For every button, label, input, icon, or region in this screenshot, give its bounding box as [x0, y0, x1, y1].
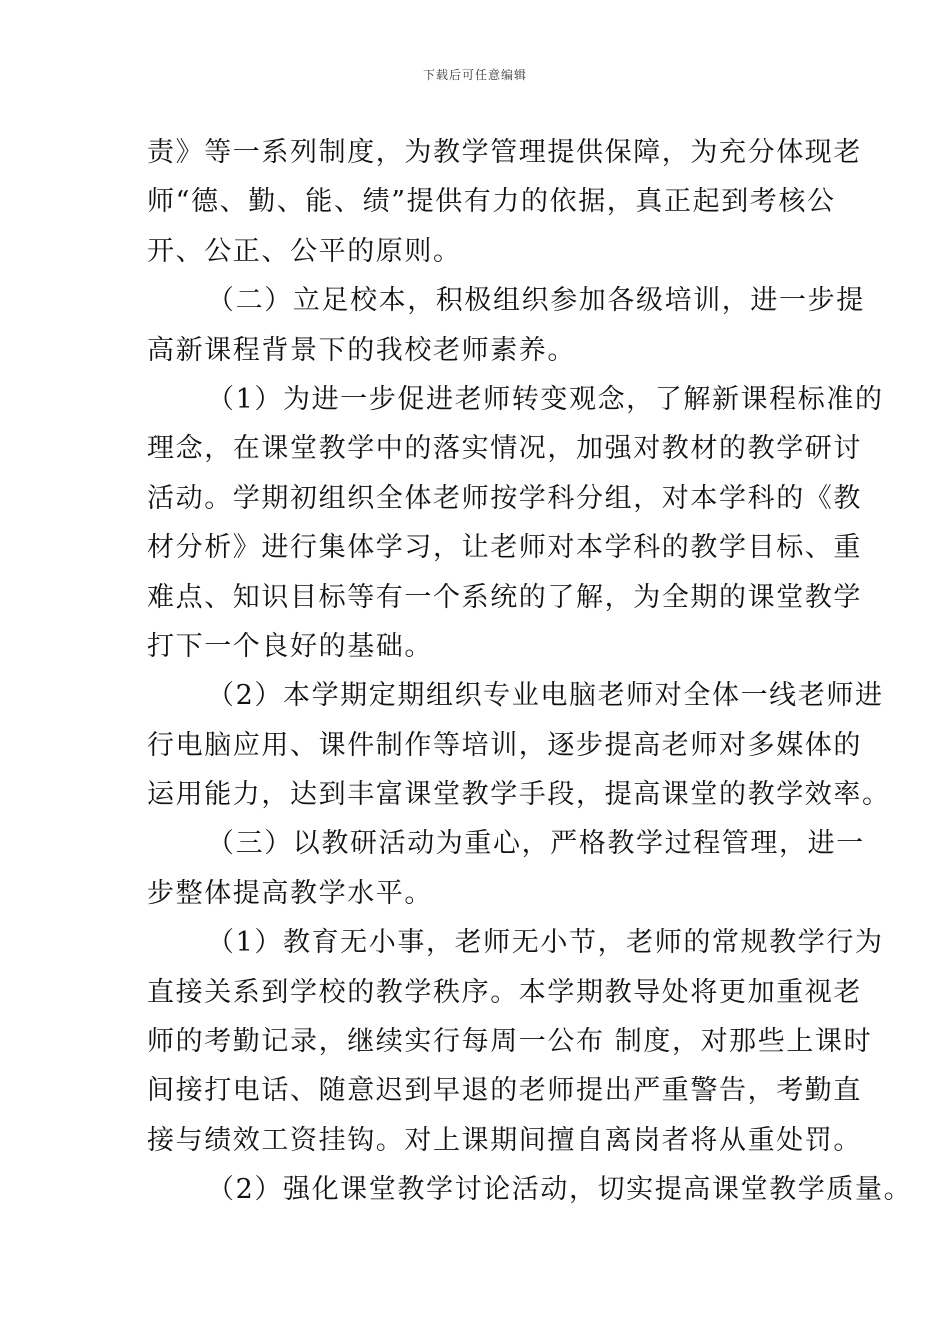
text-line: （1）为进一步促进老师转变观念，了解新课程标准的	[207, 383, 884, 415]
text-line: 运用能力，达到丰富课堂教学手段，提高课堂的教学效率。	[147, 779, 891, 811]
body-text	[147, 128, 913, 1215]
text-line: 开、公正、公平的原则。	[147, 235, 462, 267]
text-line: 材分析》进行集体学习，让老师对本学科的教学目标、重	[147, 532, 862, 564]
text-line: （2）本学期定期组织专业电脑老师对全体一线老师进	[207, 680, 884, 712]
text-line: 直接关系到学校的教学秩序。本学期教导处将更加重视老	[147, 976, 862, 1008]
text-line: 打下一个良好的基础。	[147, 630, 433, 662]
text-line: 师“德、勤、能、绩”提供有力的依据，真正起到考核公	[147, 186, 836, 218]
text-line: （1）教育无小事，老师无小节，老师的常规教学行为	[207, 927, 884, 959]
text-line: 责》等一系列制度，为教学管理提供保障，为充分体现老	[147, 137, 862, 168]
text-line: 理念，在课堂教学中的落实情况，加强对教材的教学研讨	[147, 433, 862, 465]
page-header: 下载后可任意编辑	[422, 68, 527, 82]
text-line: 难点、知识目标等有一个系统的了解，为全期的课堂教学	[147, 581, 862, 613]
text-line: （2）强化课堂教学讨论活动，切实提高课堂教学质量。	[207, 1174, 913, 1206]
text-line: （二）立足校本，积极组织参加各级培训，进一步提	[207, 285, 865, 317]
text-line: 师的考勤记录，继续实行每周一公布 制度，对那些上课时	[147, 1026, 873, 1058]
text-line: （三）以教研活动为重心，严格教学过程管理，进一	[207, 828, 865, 860]
text-line: 接与绩效工资挂钩。对上课期间擅自离岗者将从重处罚。	[147, 1124, 862, 1156]
text-line: 间接打电话、随意迟到早退的老师提出严重警告，考勤直	[147, 1075, 862, 1107]
text-line: 行电脑应用、课件制作等培训，逐步提高老师对多媒体的	[147, 729, 862, 761]
text-line: 步整体提高教学水平。	[147, 877, 433, 909]
text-line: 高新课程背景下的我校老师素养。	[147, 334, 576, 366]
text-line: 活动。学期初组织全体老师按学科分组，对本学科的《教	[147, 482, 862, 514]
